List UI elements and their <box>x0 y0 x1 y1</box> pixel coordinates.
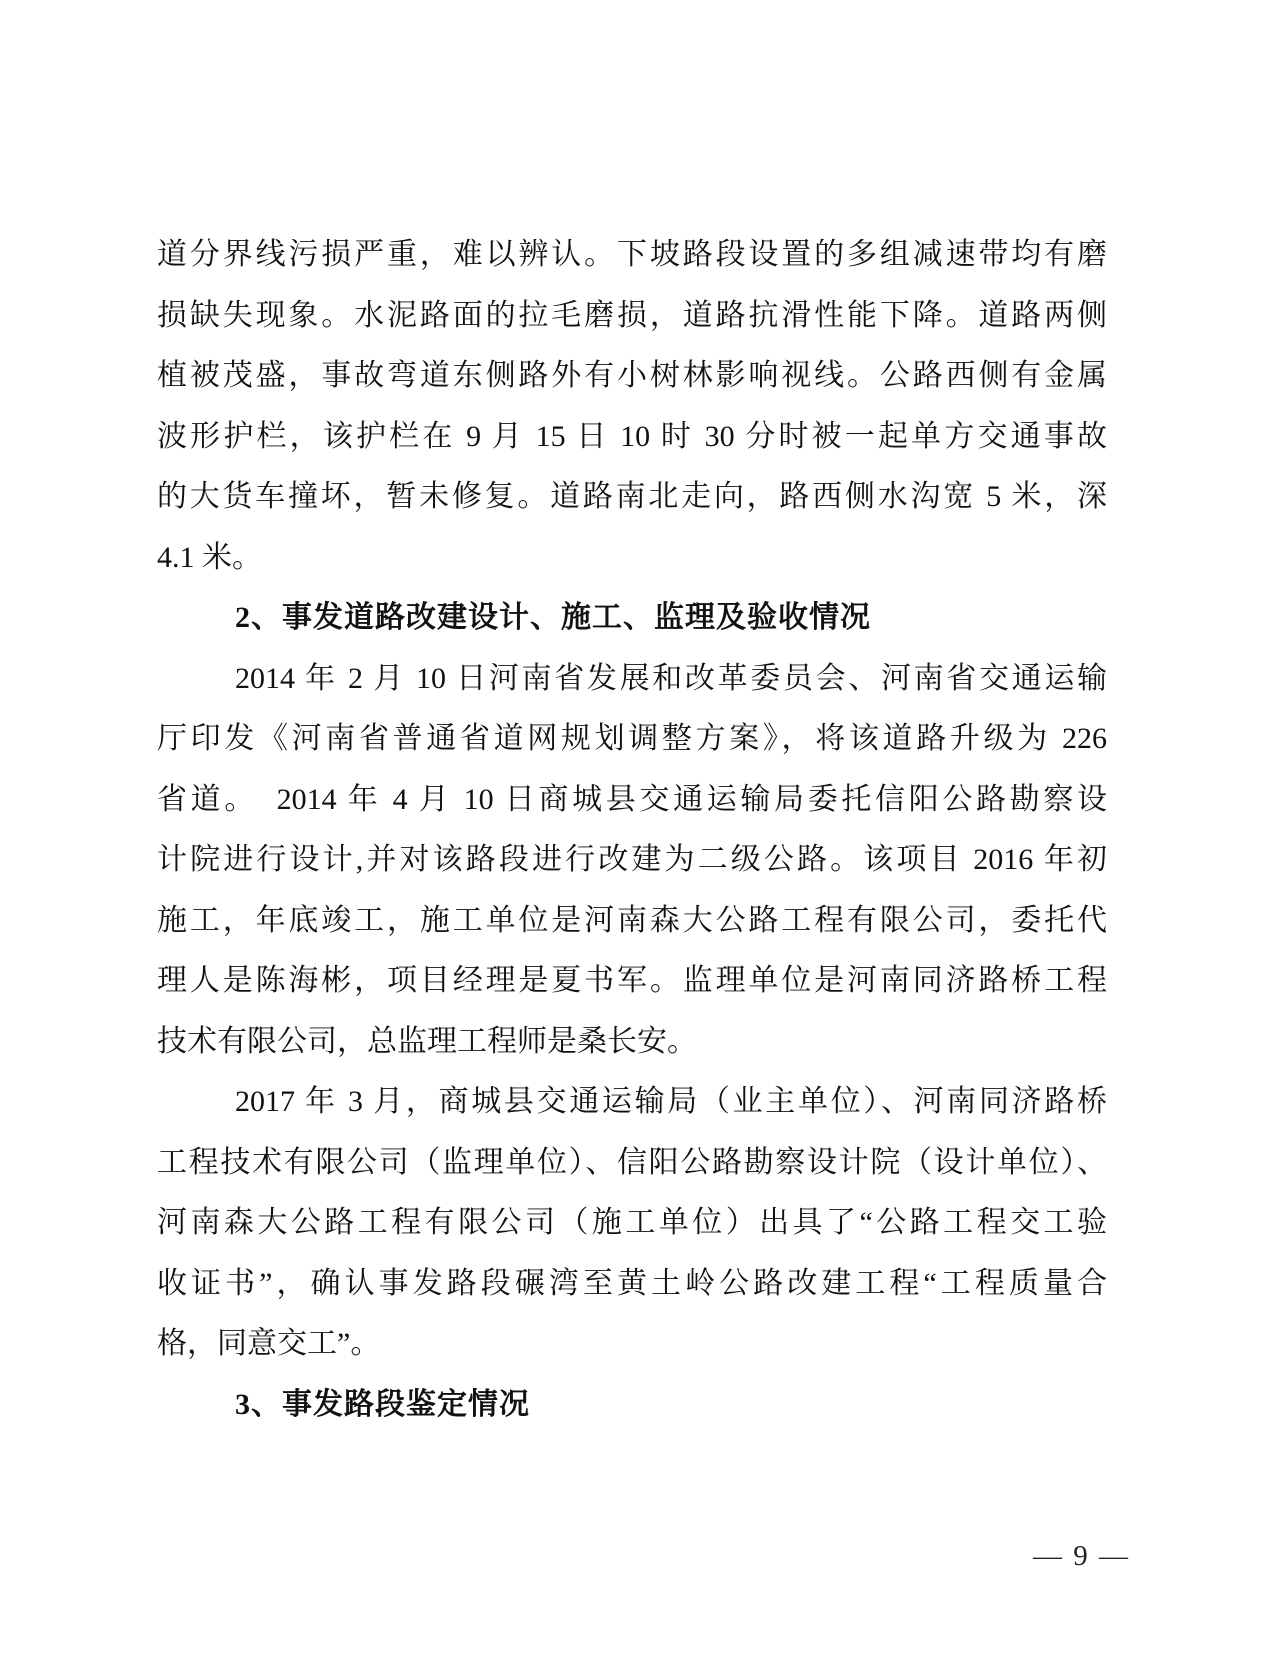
text-line: 厅印发《河南省普通省道网规划调整方案》，将该道路升级为 226 <box>157 722 1107 755</box>
text-line: 2017 年 3 月，商城县交通运输局（业主单位）、河南同济路桥 <box>235 1085 1107 1118</box>
text-line: 道分界线污损严重，难以辨认。下坡路段设置的多组减速带均有磨 <box>157 238 1107 271</box>
text-block <box>157 225 1107 1435</box>
text-line: 的大货车撞坏，暂未修复。道路南北走向，路西侧水沟宽 5 米，深 <box>157 480 1107 513</box>
text-line: 2014 年 2 月 10 日河南省发展和改革委员会、河南省交通运输 <box>235 661 1107 695</box>
text-line: 植被茂盛，事故弯道东侧路外有小树林影响视线。公路西侧有金属 <box>157 359 1107 392</box>
text-line: 格，同意交工”。 <box>157 1327 381 1360</box>
text-line: 施工，年底竣工，施工单位是河南森大公路工程有限公司，委托代 <box>157 903 1107 937</box>
section-heading: 2、事发道路改建设计、施工、监理及验收情况 <box>235 601 871 634</box>
text-line: 损缺失现象。水泥路面的拉毛磨损，道路抗滑性能下降。道路两侧 <box>157 298 1107 332</box>
page-number: — 9 — <box>1033 1540 1130 1572</box>
text-line: 理人是陈海彬，项目经理是夏书军。监理单位是河南同济路桥工程 <box>157 964 1107 997</box>
text-line: 省道。 2014 年 4 月 10 日商城县交通运输局委托信阳公路勘察设 <box>157 782 1107 816</box>
text-line: 4.1 米。 <box>157 540 262 574</box>
text-line: 波形护栏，该护栏在 9 月 15 日 10 时 30 分时被一起单方交通事故 <box>157 419 1107 453</box>
text-line: 河南森大公路工程有限公司（施工单位）出具了“公路工程交工验 <box>157 1206 1107 1239</box>
text-line: 收证书”，确认事发路段碾湾至黄土岭公路改建工程“工程质量合 <box>157 1266 1107 1300</box>
text-line: 工程技术有限公司（监理单位）、信阳公路勘察设计院（设计单位）、 <box>157 1145 1107 1179</box>
text-line: 技术有限公司，总监理工程师是桑长安。 <box>157 1024 697 1058</box>
section-heading: 3、事发路段鉴定情况 <box>235 1387 530 1421</box>
text-line: 计院进行设计,并对该路段进行改建为二级公路。该项目 2016 年初 <box>157 843 1107 876</box>
